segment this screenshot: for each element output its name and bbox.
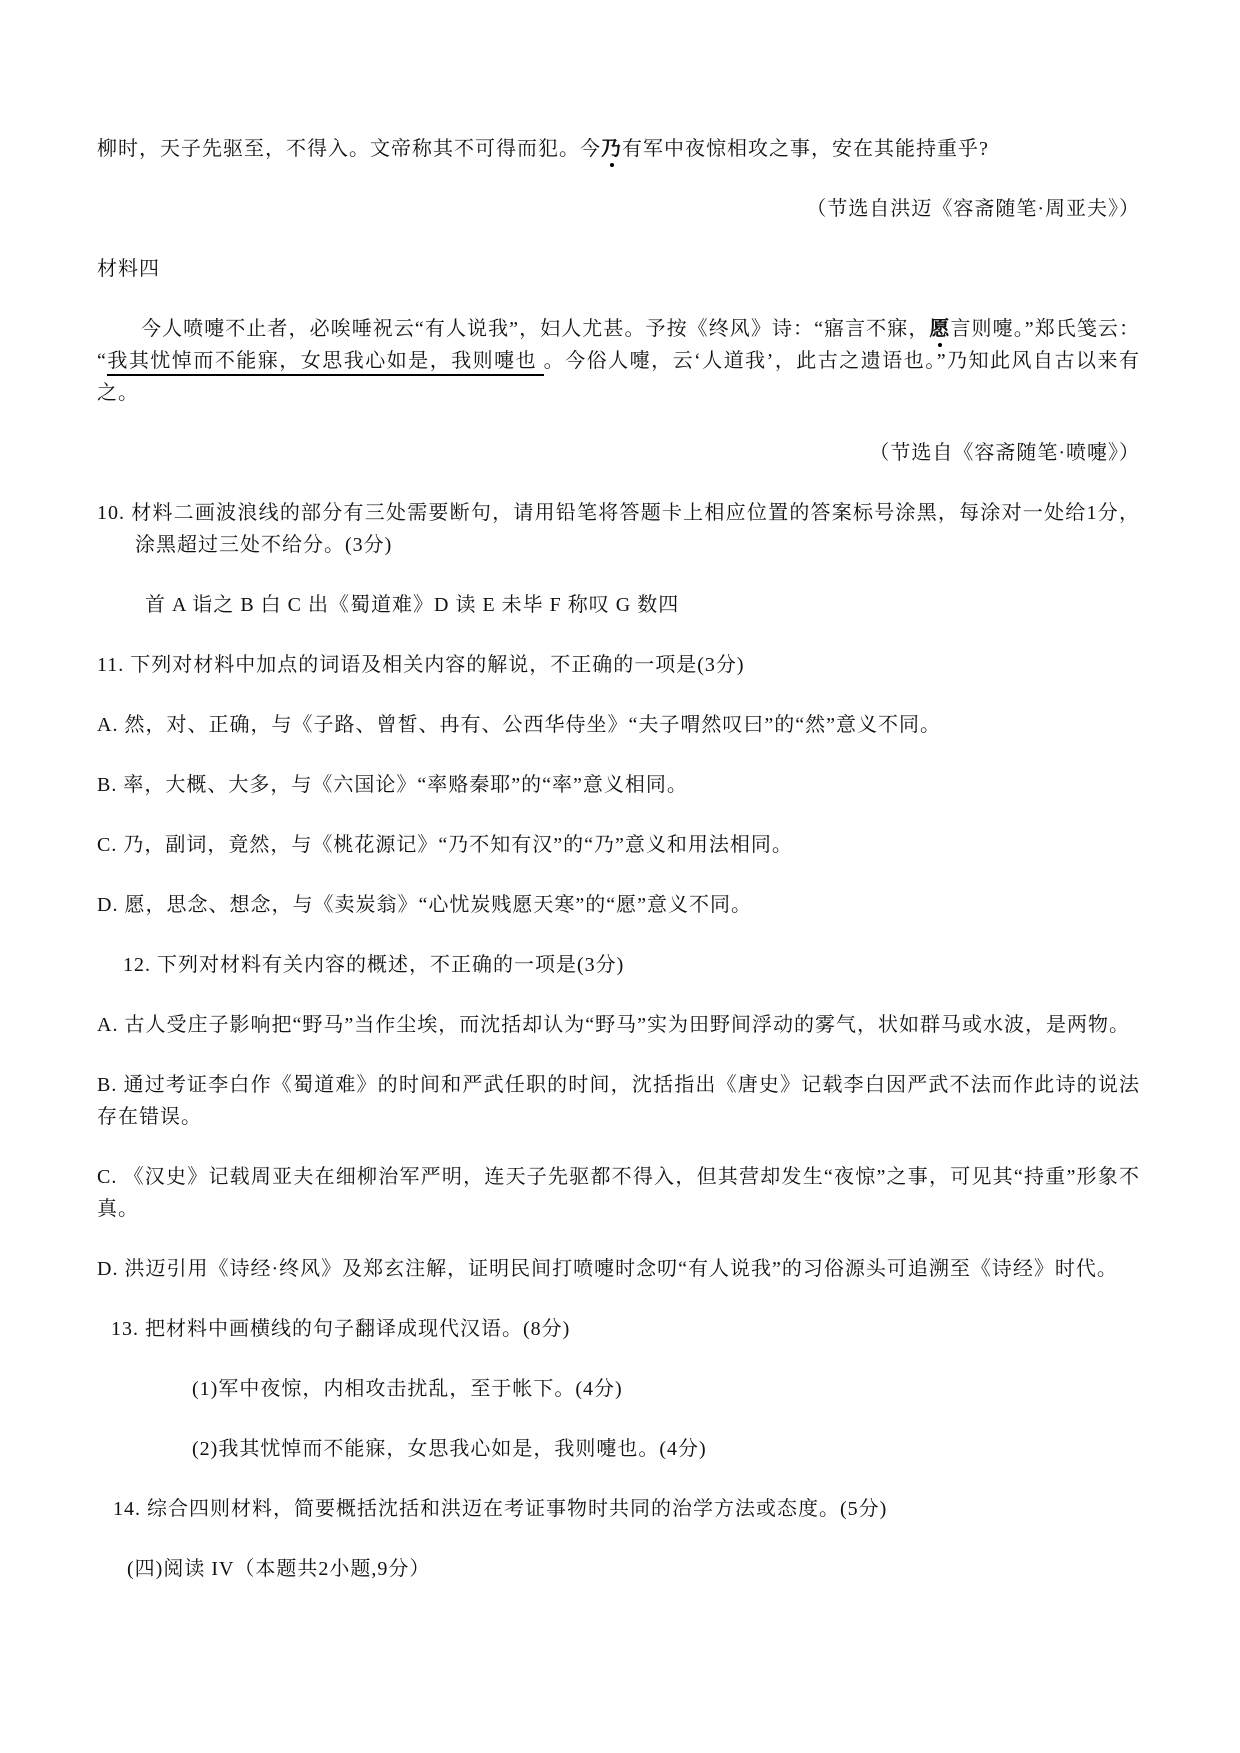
dotted-char-nai: 乃	[601, 138, 622, 160]
question-12-stem: 12. 下列对材料有关内容的概述，不正确的一项是(3分)	[123, 954, 625, 976]
question-14-stem: 14. 综合四则材料，简要概括沈括和洪迈在考证事物时共同的治学方法或态度。(5分)	[113, 1498, 888, 1520]
passage-text-segment: 有军中夜惊相攻之事，安在其能持重乎?	[622, 138, 989, 160]
question-11-option-c: C. 乃，副词，竟然，与《桃花源记》“乃不知有汉”的“乃”意义和用法相同。	[97, 834, 793, 856]
material4-heading: 材料四	[97, 258, 160, 280]
section-4-heading: (四)阅读 IV（本题共2小题,9分）	[127, 1558, 431, 1580]
question-10-answer-options-line: 首 A 诣之 B 白 C 出《蜀道难》D 读 E 未毕 F 称叹 G 数四	[145, 594, 680, 616]
dotted-char-yuan: 愿	[929, 318, 951, 340]
question-10-stem: 10. 材料二画波浪线的部分有三处需要断句，请用铅笔将答题卡上相应位置的答案标号涂黑，每涂对一处给1分，涂黑超过三处不给分。(3分)	[97, 502, 1140, 556]
question-11-option-a: A. 然，对、正确，与《子路、曾皙、冉有、公西华侍坐》“夫子喟然叹曰”的“然”意义不同。	[97, 714, 941, 736]
passage-text-segment: 柳时，天子先驱至，不得入。文帝称其不可得而犯。今	[97, 138, 601, 160]
passage-text-segment: 。今俗人嚏，云‘人道我’，此古之遗语也。”乃知此风自古以来有之。	[97, 350, 1140, 404]
question-11-option-d: D. 愿，思念、想念，与《卖炭翁》“心忧炭贱愿天寒”的“愿”意义不同。	[97, 894, 752, 916]
source-citation-penti: （节选自《容斋随笔·喷嚏》）	[869, 442, 1140, 464]
question-11-stem: 11. 下列对材料中加点的词语及相关内容的解说，不正确的一项是(3分)	[97, 654, 745, 676]
passage-continuation-zhouyafu	[97, 133, 1140, 165]
question-13-stem: 13. 把材料中画横线的句子翻译成现代汉语。(8分)	[111, 1318, 571, 1340]
material4-paragraph	[97, 313, 1140, 409]
source-citation-zhouyafu: （节选自洪迈《容斋随笔·周亚夫》）	[806, 198, 1140, 220]
question-12-option-b: B. 通过考证李白作《蜀道难》的时间和严武任职的时间，沈括指出《唐史》记载李白因严武不法而作此诗的说法存在错误。	[97, 1074, 1140, 1128]
question-13-sub-2: (2)我其忧悼而不能寐，女思我心如是，我则嚏也。(4分)	[192, 1438, 707, 1460]
question-12-option-a: A. 古人受庄子影响把“野马”当作尘埃，而沈括却认为“野马”实为田野间浮动的雾气，状如群马或水波，是两物。	[97, 1014, 1130, 1036]
question-12-option-c: C. 《汉史》记载周亚夫在细柳治军严明，连天子先驱都不得入，但其营却发生“夜惊”之事，可见其“持重”形象不真。	[97, 1166, 1140, 1220]
question-12-option-d: D. 洪迈引用《诗经·终风》及郑玄注解，证明民间打喷嚏时念叨“有人说我”的习俗源头可追溯至《诗经》时代。	[97, 1258, 1118, 1280]
passage-text-segment: 今人喷嚏不止者，必唉唾祝云“有人说我”，妇人尤甚。予按《终风》诗：“寤言不寐，	[141, 318, 930, 340]
question-13-sub-1: (1)军中夜惊，内相攻击扰乱，至于帐下。(4分)	[192, 1378, 623, 1400]
underlined-translation-sentence: 我其忧悼而不能寐，女思我心如是，我则嚏也	[107, 350, 544, 376]
passage-text-segment: 言则嚏。”郑氏笺云：“	[97, 318, 1140, 372]
question-11-option-b: B. 率，大概、大多，与《六国论》“率赂秦耶”的“率”意义相同。	[97, 774, 688, 796]
